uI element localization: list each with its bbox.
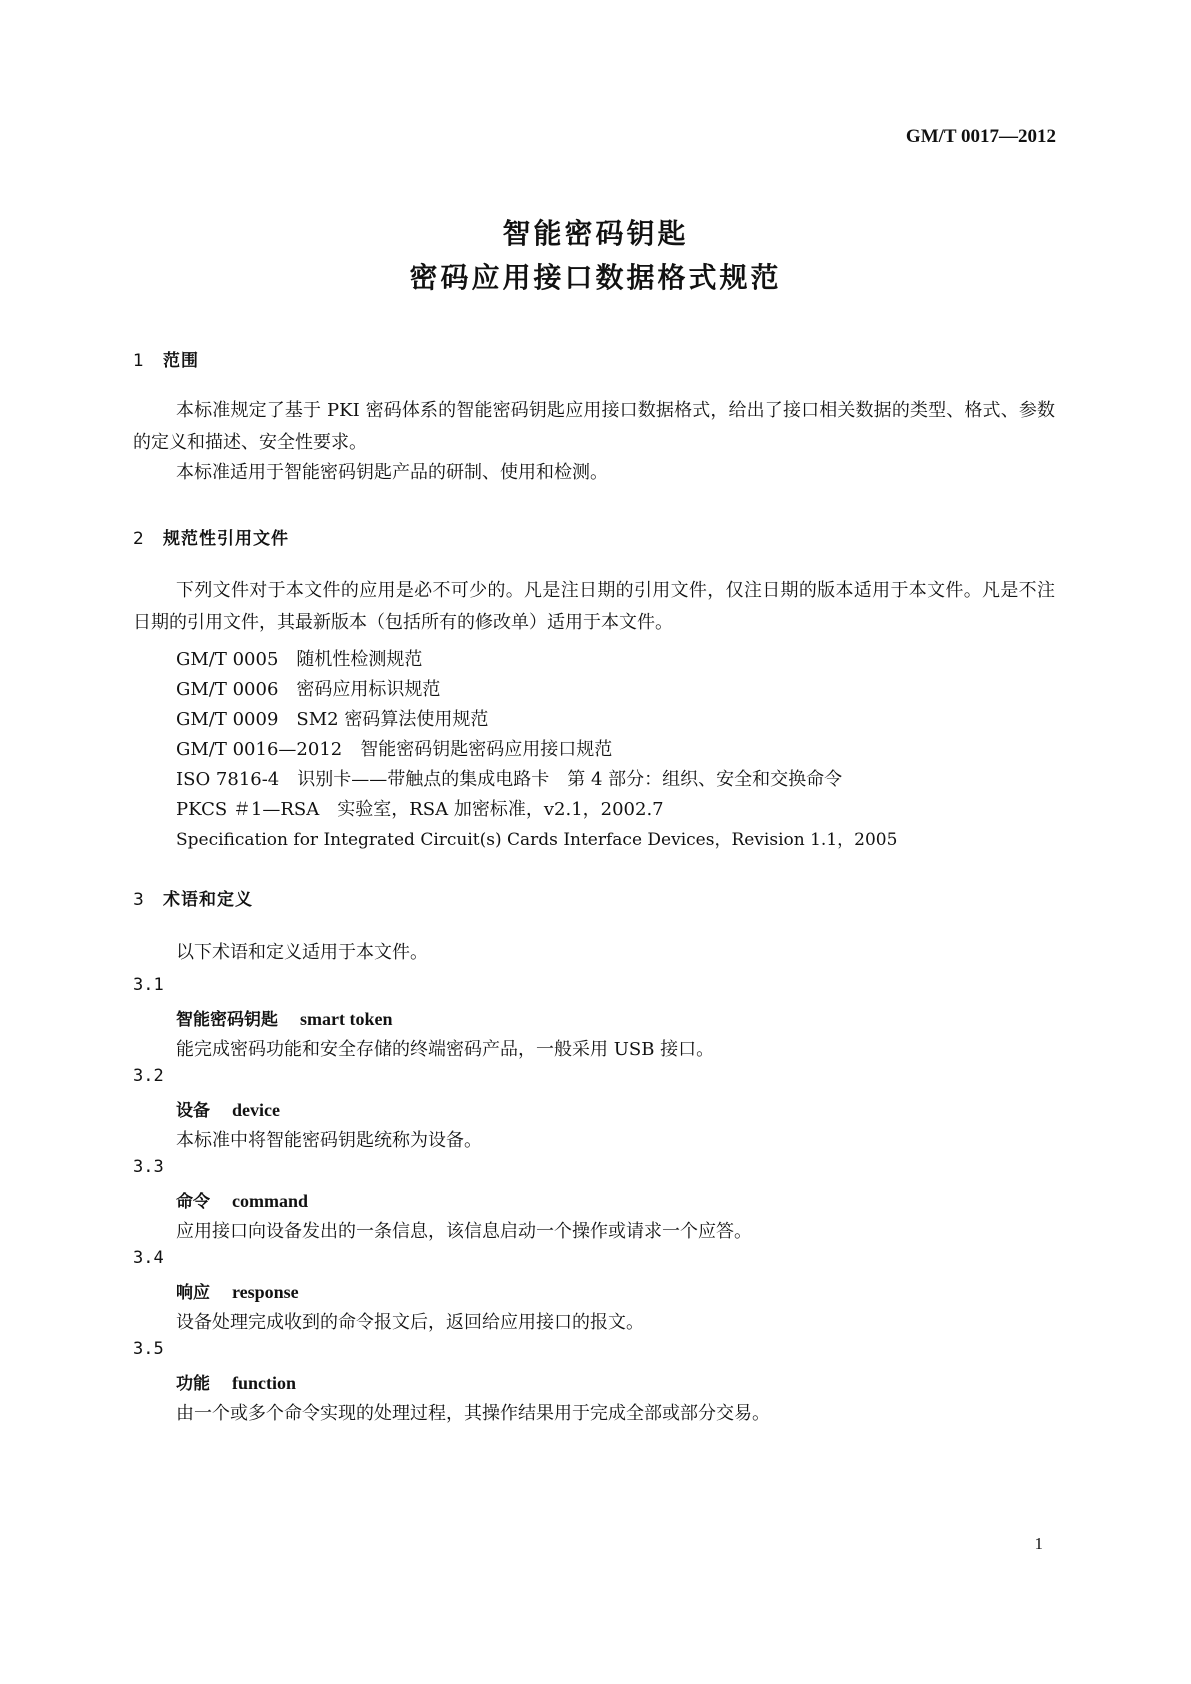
section-1-heading bbox=[133, 346, 199, 371]
term-english: function bbox=[232, 1373, 297, 1393]
reference-code: GM/T 0005 bbox=[176, 649, 279, 670]
term-english: command bbox=[232, 1191, 308, 1211]
term-english: response bbox=[232, 1282, 299, 1302]
reference-item bbox=[176, 645, 422, 671]
clause-number: 3.4 bbox=[133, 1248, 164, 1268]
section-2-heading bbox=[133, 524, 289, 549]
section-title: 规范性引用文件 bbox=[163, 529, 289, 549]
term-chinese: 命令 bbox=[176, 1192, 210, 1212]
document-title-line-1: 智能密码钥匙 bbox=[502, 217, 689, 250]
reference-code: GM/T 0006 bbox=[176, 679, 279, 700]
clause-number: 3.3 bbox=[133, 1157, 164, 1177]
standard-number: GM/T 0017—2012 bbox=[905, 126, 1056, 147]
term-definition: 应用接口向设备发出的一条信息，该信息启动一个操作或请求一个应答。 bbox=[176, 1221, 752, 1242]
clause-number: 3.5 bbox=[133, 1339, 164, 1359]
reference-title: 密码应用标识规范 bbox=[296, 679, 441, 700]
reference-code: PKCS ＃1—RSA bbox=[176, 799, 320, 820]
reference-code: GM/T 0009 bbox=[176, 709, 279, 730]
reference-item bbox=[176, 705, 488, 731]
term-chinese: 功能 bbox=[176, 1374, 210, 1394]
section-number: 3 bbox=[133, 890, 145, 910]
clause-number: 3.2 bbox=[133, 1066, 164, 1086]
section-number: 1 bbox=[133, 351, 145, 371]
term-english: smart token bbox=[300, 1009, 393, 1029]
reference-item bbox=[176, 675, 440, 701]
reference-title: 随机性检测规范 bbox=[296, 649, 423, 670]
terms-intro: 以下术语和定义适用于本文件。 bbox=[176, 942, 428, 963]
page-number: 1 bbox=[1034, 1534, 1043, 1553]
reference-code: GM/T 0016—2012 bbox=[176, 739, 343, 760]
term-chinese: 智能密码钥匙 bbox=[176, 1010, 278, 1030]
reference-title: 实验室，RSA 加密标准，v2.1，2002.7 bbox=[337, 799, 664, 820]
section-title: 范围 bbox=[163, 351, 199, 371]
reference-item bbox=[176, 795, 664, 821]
section-title: 术语和定义 bbox=[163, 890, 253, 910]
term-chinese: 响应 bbox=[176, 1283, 210, 1303]
term-title bbox=[176, 1005, 393, 1030]
reference-code: ISO 7816-4 bbox=[176, 769, 280, 790]
term-title bbox=[176, 1369, 296, 1394]
term-chinese: 设备 bbox=[176, 1101, 210, 1121]
term-title bbox=[176, 1096, 280, 1121]
term-definition: 本标准中将智能密码钥匙统称为设备。 bbox=[176, 1130, 482, 1151]
document-title-line-2: 密码应用接口数据格式规范 bbox=[409, 261, 782, 294]
reference-item bbox=[176, 825, 897, 850]
reference-title: 智能密码钥匙密码应用接口规范 bbox=[360, 739, 613, 760]
section-3-heading bbox=[133, 885, 253, 910]
references-intro: 下列文件对于本文件的应用是必不可少的。凡是注日期的引用文件，仅注日期的版本适用于本文件。凡是不注日期的引用文件，其最新版本（包括所有的修改单）适用于本文件。 bbox=[133, 580, 1055, 633]
scope-paragraph-1: 本标准规定了基于 PKI 密码体系的智能密码钥匙应用接口数据格式，给出了接口相关数据的类型、格式、参数的定义和描述、安全性要求。 bbox=[133, 400, 1055, 453]
reference-title: 识别卡——带触点的集成电路卡 第 4 部分：组织、安全和交换命令 bbox=[297, 769, 843, 790]
reference-item bbox=[176, 735, 612, 761]
reference-title: SM2 密码算法使用规范 bbox=[296, 709, 489, 730]
scope-paragraph-2: 本标准适用于智能密码钥匙产品的研制、使用和检测。 bbox=[176, 462, 608, 483]
clause-number: 3.1 bbox=[133, 975, 164, 995]
section-number: 2 bbox=[133, 529, 145, 549]
term-definition: 能完成密码功能和安全存储的终端密码产品，一般采用 USB 接口。 bbox=[176, 1039, 715, 1060]
term-english: device bbox=[232, 1100, 280, 1120]
term-title bbox=[176, 1187, 308, 1212]
reference-code: Specification for Integrated Circuit(s) Cards Interface Devices，Revision 1.1，2005 bbox=[176, 830, 898, 850]
reference-item bbox=[176, 765, 842, 791]
term-definition: 由一个或多个命令实现的处理过程，其操作结果用于完成全部或部分交易。 bbox=[176, 1403, 770, 1424]
term-definition: 设备处理完成收到的命令报文后，返回给应用接口的报文。 bbox=[176, 1312, 644, 1333]
term-title bbox=[176, 1278, 299, 1303]
